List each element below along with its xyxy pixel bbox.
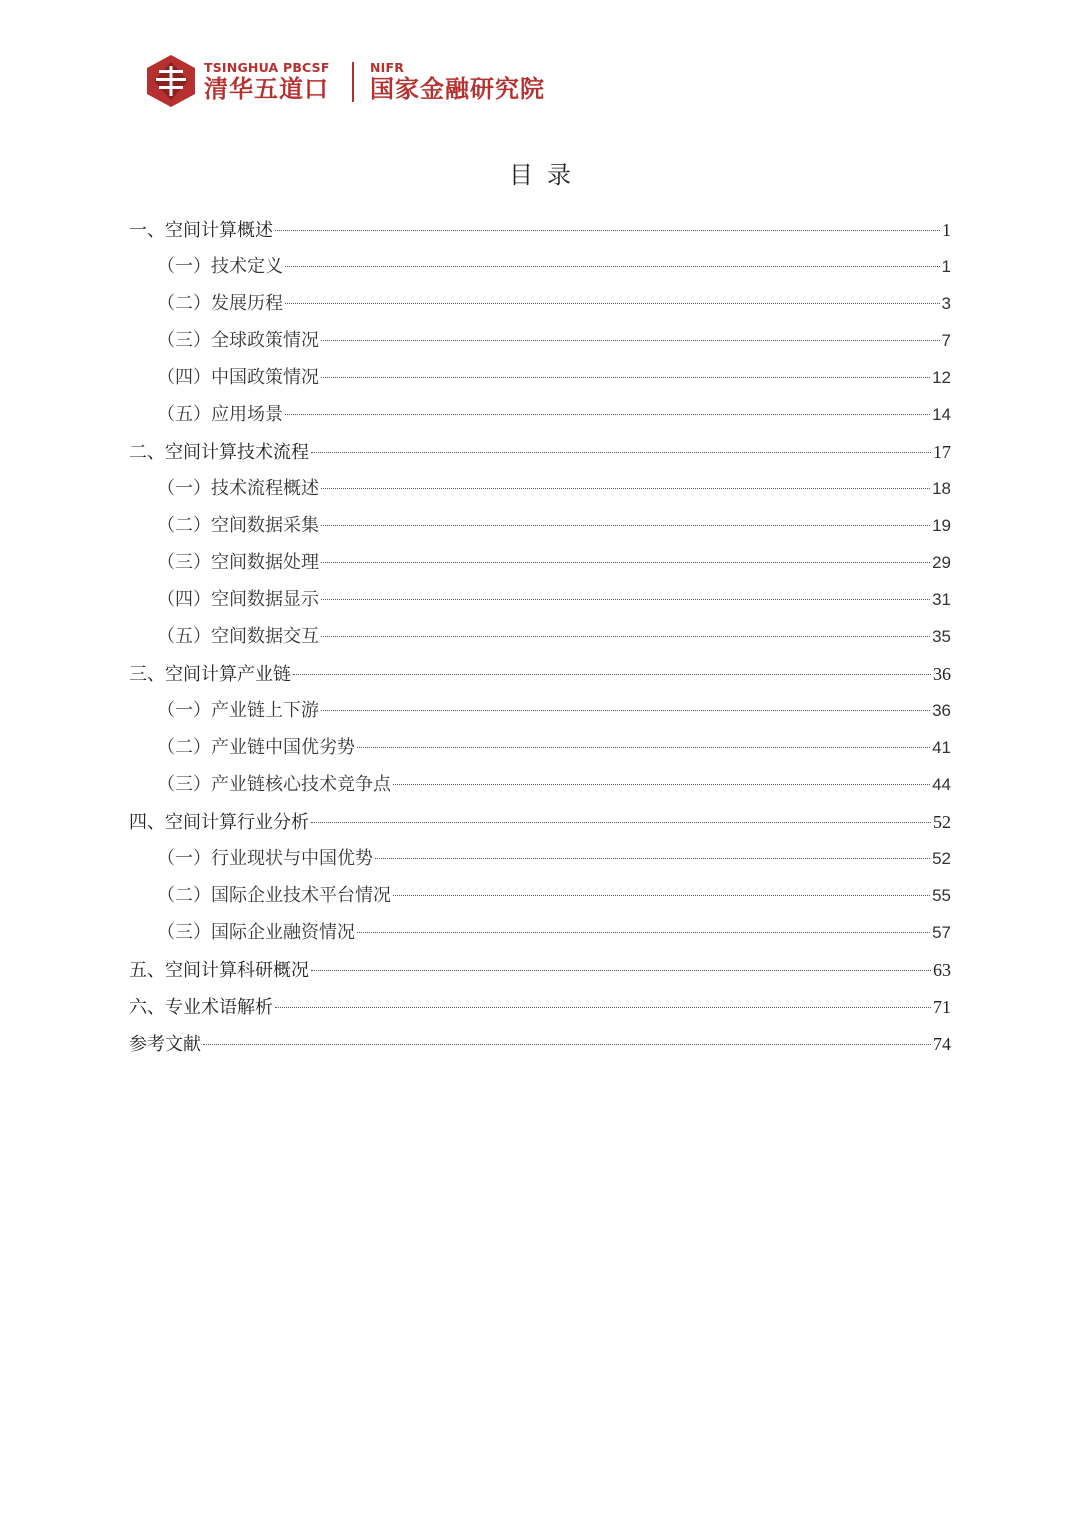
toc-dot-leader <box>321 599 930 600</box>
toc-page-number: 1 <box>941 257 951 276</box>
toc-page-number: 44 <box>932 775 951 794</box>
toc-dot-leader <box>285 266 940 267</box>
toc-page-number: 74 <box>933 1034 951 1054</box>
toc-section-entry[interactable] <box>157 846 951 872</box>
toc-entry-title: （五）空间数据交互 <box>157 626 319 647</box>
toc-entry-title: 三、空间计算产业链 <box>129 664 291 685</box>
toc-chapter-entry[interactable] <box>129 994 951 1020</box>
toc-dot-leader <box>321 710 930 711</box>
toc-dot-leader <box>321 525 930 526</box>
toc-page-number: 14 <box>932 405 951 424</box>
toc-dot-leader <box>311 452 931 453</box>
toc-section-entry[interactable] <box>157 735 951 761</box>
toc-section-entry[interactable] <box>157 291 951 317</box>
toc-chapter-entry[interactable] <box>129 217 951 243</box>
toc-section-entry[interactable] <box>157 476 951 502</box>
toc-dot-leader <box>393 895 930 896</box>
toc-page-number: 3 <box>941 294 951 313</box>
logo-chinese-name: 清华五道口 <box>204 75 329 103</box>
toc-entry-title: （三）产业链核心技术竞争点 <box>157 774 391 795</box>
toc-page-number: 52 <box>932 849 951 868</box>
toc-entry-title: 四、空间计算行业分析 <box>129 812 309 833</box>
toc-chapter-entry[interactable] <box>129 957 951 983</box>
toc-page-number: 19 <box>932 516 951 535</box>
toc-section-entry[interactable] <box>157 698 951 724</box>
toc-dot-leader <box>203 1044 931 1045</box>
toc-dot-leader <box>275 230 940 231</box>
toc-page-number: 55 <box>932 886 951 905</box>
toc-section-entry[interactable] <box>157 513 951 539</box>
toc-entry-title: （二）产业链中国优劣势 <box>157 737 355 758</box>
toc-page-number: 17 <box>933 442 951 462</box>
toc-page-number: 35 <box>932 627 951 646</box>
toc-title: 目录 <box>509 161 585 189</box>
toc-entry-title: （一）技术流程概述 <box>157 478 319 499</box>
institute-english-name: NIFR <box>370 60 405 75</box>
toc-dot-leader <box>311 970 931 971</box>
toc-page-number: 1 <box>942 220 951 240</box>
toc-entry-title: （三）空间数据处理 <box>157 552 319 573</box>
toc-entry-title: 六、专业术语解析 <box>129 997 273 1018</box>
toc-page-number: 36 <box>932 701 951 720</box>
toc-page-number: 36 <box>933 664 951 684</box>
toc-entry-title: （二）空间数据采集 <box>157 515 319 536</box>
toc-chapter-entry[interactable] <box>129 661 951 687</box>
toc-page-number: 57 <box>932 923 951 942</box>
toc-page-number: 63 <box>933 960 951 980</box>
toc-page-number: 52 <box>933 812 951 832</box>
toc-dot-leader <box>321 636 930 637</box>
toc-dot-leader <box>393 784 930 785</box>
toc-entry-title: （三）国际企业融资情况 <box>157 922 355 943</box>
toc-section-entry[interactable] <box>157 402 951 428</box>
toc-chapter-entry[interactable] <box>129 439 951 465</box>
toc-dot-leader <box>285 303 940 304</box>
toc-page-number: 41 <box>932 738 951 757</box>
toc-dot-leader <box>285 414 930 415</box>
toc-entry-title: （二）发展历程 <box>157 293 283 314</box>
toc-section-entry[interactable] <box>157 624 951 650</box>
toc-section-entry[interactable] <box>157 920 951 946</box>
toc-dot-leader <box>275 1007 931 1008</box>
toc-entry-title: （四）空间数据显示 <box>157 589 319 610</box>
toc-section-entry[interactable] <box>157 883 951 909</box>
toc-dot-leader <box>321 340 940 341</box>
toc-entry-title: （四）中国政策情况 <box>157 367 319 388</box>
toc-section-entry[interactable] <box>157 328 951 354</box>
toc-page-number: 71 <box>933 997 951 1017</box>
toc-dot-leader <box>321 562 930 563</box>
toc-section-entry[interactable] <box>157 587 951 613</box>
logo-english-name: TSINGHUA PBCSF <box>204 60 330 75</box>
toc-dot-leader <box>311 822 931 823</box>
toc-entry-title: （二）国际企业技术平台情况 <box>157 885 391 906</box>
toc-page-number: 18 <box>932 479 951 498</box>
toc-entry-title: （三）全球政策情况 <box>157 330 319 351</box>
toc-section-entry[interactable] <box>157 550 951 576</box>
toc-dot-leader <box>321 377 930 378</box>
toc-dot-leader <box>357 932 930 933</box>
toc-page-number: 31 <box>932 590 951 609</box>
toc-page-number: 7 <box>941 331 951 350</box>
toc-dot-leader <box>293 674 931 675</box>
toc-page-number: 29 <box>932 553 951 572</box>
toc-entry-title: （五）应用场景 <box>157 404 283 425</box>
toc-dot-leader <box>357 747 930 748</box>
toc-dot-leader <box>375 858 930 859</box>
toc-dot-leader <box>321 488 930 489</box>
toc-section-entry[interactable] <box>157 365 951 391</box>
toc-entry-title: （一）技术定义 <box>157 256 283 277</box>
toc-entry-title: 二、空间计算技术流程 <box>129 442 309 463</box>
toc-entry-title: 五、空间计算科研概况 <box>129 960 309 981</box>
toc-section-entry[interactable] <box>157 254 951 280</box>
toc-entry-title: （一）行业现状与中国优势 <box>157 848 373 869</box>
toc-entry-title: 参考文献 <box>129 1034 201 1055</box>
toc-chapter-entry[interactable] <box>129 1031 951 1057</box>
toc-chapter-entry[interactable] <box>129 809 951 835</box>
toc-section-entry[interactable] <box>157 772 951 798</box>
toc-page-number: 12 <box>932 368 951 387</box>
toc-entry-title: （一）产业链上下游 <box>157 700 319 721</box>
institute-chinese-name: 国家金融研究院 <box>370 75 545 103</box>
toc-entry-title: 一、空间计算概述 <box>129 220 273 241</box>
